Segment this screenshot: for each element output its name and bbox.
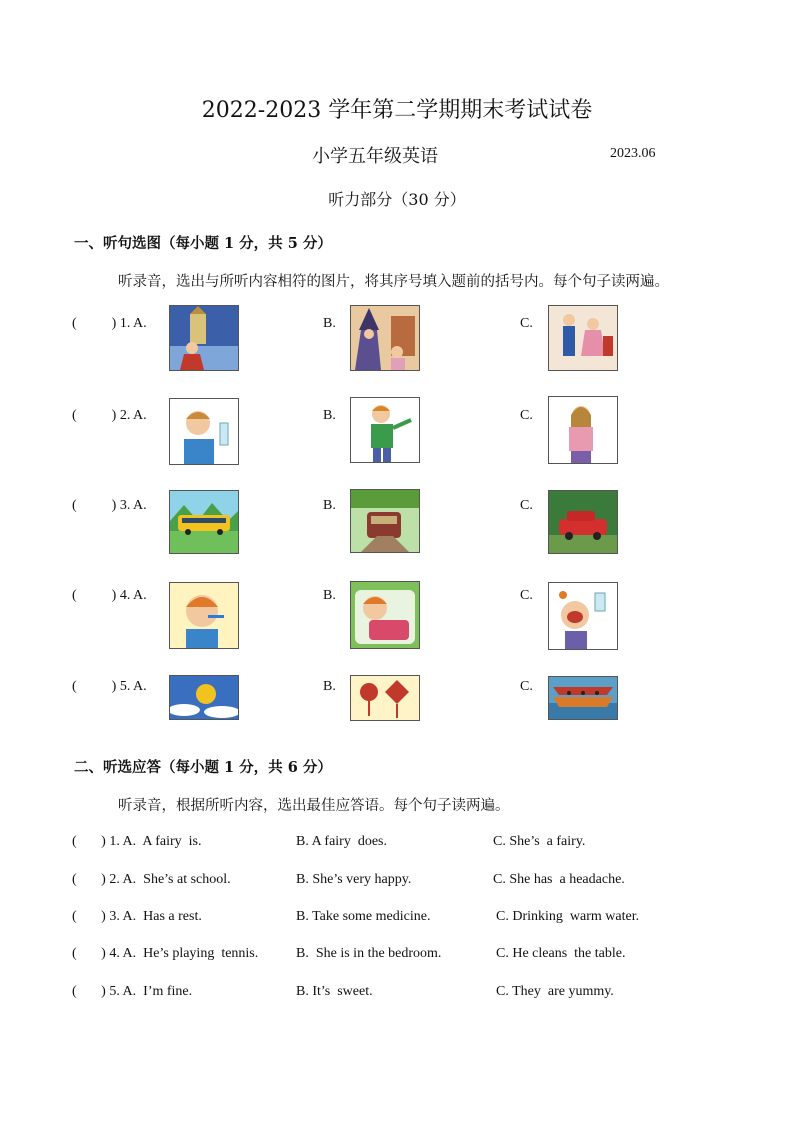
q2-option-c-picture[interactable]	[548, 396, 618, 464]
q2-option-b-label: B.	[323, 408, 336, 423]
s1-q4-stem: ( ) 4. A.	[72, 588, 147, 603]
q5-option-b-label: B.	[323, 679, 336, 694]
q3-option-b-label: B.	[323, 498, 336, 513]
exam-subtitle: 小学五年级英语	[312, 146, 438, 167]
q1-option-b-picture[interactable]	[350, 305, 420, 371]
s2-q2-option-b: B. She’s very happy.	[296, 872, 412, 887]
q3-option-c-picture[interactable]	[548, 490, 618, 554]
s2-q5-option-c: C. They are yummy.	[496, 984, 614, 999]
q5-option-a-picture[interactable]	[169, 675, 239, 720]
s2-q2-option-c: C. She has a headache.	[493, 872, 625, 887]
q2-option-c-label: C.	[520, 408, 533, 423]
part-heading: 听力部分（30 分）	[328, 190, 466, 209]
q1-option-c-picture[interactable]	[548, 305, 618, 371]
q1-option-a-picture[interactable]	[169, 305, 239, 371]
q3-option-b-picture[interactable]	[350, 489, 420, 553]
s1-q2-stem: ( ) 2. A.	[72, 408, 147, 423]
s2-q2-option-a: ( ) 2. A. She’s at school.	[72, 872, 231, 887]
s2-q5-option-a: ( ) 5. A. I’m fine.	[72, 984, 193, 999]
q1-option-b-label: B.	[323, 316, 336, 331]
q4-option-b-label: B.	[323, 588, 336, 603]
section2-instruction: 听录音，根据所听内容，选出最佳应答语。每个句子读两遍。	[118, 798, 510, 814]
q5-option-c-picture[interactable]	[548, 676, 618, 720]
s2-q3-option-b: B. Take some medicine.	[296, 909, 431, 924]
s2-q1-option-b: B. A fairy does.	[296, 834, 387, 849]
q3-option-a-picture[interactable]	[169, 490, 239, 554]
section2-heading: 二、听选应答（每小题 1 分，共 6 分）	[74, 759, 332, 776]
s1-q1-stem: ( ) 1. A.	[72, 316, 147, 331]
section1-heading: 一、听句选图（每小题 1 分，共 5 分）	[74, 235, 332, 252]
q4-option-a-picture[interactable]	[169, 582, 239, 649]
s2-q5-option-b: B. It’s sweet.	[296, 984, 373, 999]
section1-instruction: 听录音，选出与所听内容相符的图片，将其序号填入题前的括号内。每个句子读两遍。	[118, 274, 669, 290]
q3-option-c-label: C.	[520, 498, 533, 513]
s2-q3-option-a: ( ) 3. A. Has a rest.	[72, 909, 202, 924]
s2-q4-option-c: C. He cleans the table.	[496, 946, 626, 961]
q2-option-b-picture[interactable]	[350, 397, 420, 463]
s2-q4-option-b: B. She is in the bedroom.	[296, 946, 442, 961]
q4-option-c-label: C.	[520, 588, 533, 603]
s2-q1-option-a: ( ) 1. A. A fairy is.	[72, 834, 202, 849]
q5-option-c-label: C.	[520, 679, 533, 694]
s2-q3-option-c: C. Drinking warm water.	[496, 909, 640, 924]
exam-title: 2022-2023 学年第二学期期末考试试卷	[201, 98, 593, 123]
q5-option-b-picture[interactable]	[350, 675, 420, 721]
s2-q1-option-c: C. She’s a fairy.	[493, 834, 586, 849]
s1-q5-stem: ( ) 5. A.	[72, 679, 147, 694]
exam-date: 2023.06	[610, 146, 656, 161]
s1-q3-stem: ( ) 3. A.	[72, 498, 147, 513]
q2-option-a-picture[interactable]	[169, 398, 239, 465]
q1-option-c-label: C.	[520, 316, 533, 331]
s2-q4-option-a: ( ) 4. A. He’s playing tennis.	[72, 946, 259, 961]
q4-option-c-picture[interactable]	[548, 582, 618, 650]
q4-option-b-picture[interactable]	[350, 581, 420, 649]
